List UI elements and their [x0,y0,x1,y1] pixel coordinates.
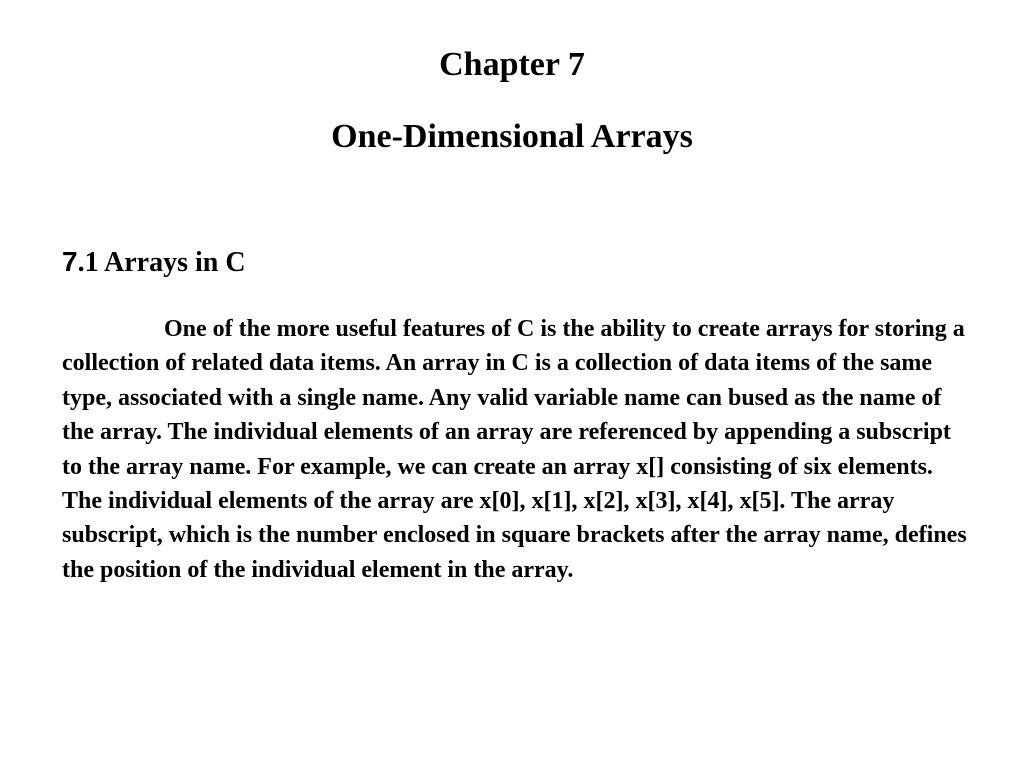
section-heading-text: .1 Arrays in C [77,247,246,278]
section-heading [62,244,246,281]
section-number: 7 [62,246,78,277]
body-paragraph: One of the more useful features of C is the ability to create arrays for storing a collection of related data items. An array in C is a collection of data items of the same type, associated with a single name. Any valid variable name can bused as the name of the array. The individual elements of an array are referenced by appending a subscript to the array name. For example, we can create an array x[] consisting of six elements. The individual elements of the array are x[0], x[1], x[2], x[3], x[4], x[5]. The array subscript, which is the number enclosed in square brackets after the array name, defines the position of the individual element in the array. [62,316,967,583]
chapter-title: Chapter 7 [439,46,585,83]
chapter-subtitle: One-Dimensional Arrays [331,118,693,155]
